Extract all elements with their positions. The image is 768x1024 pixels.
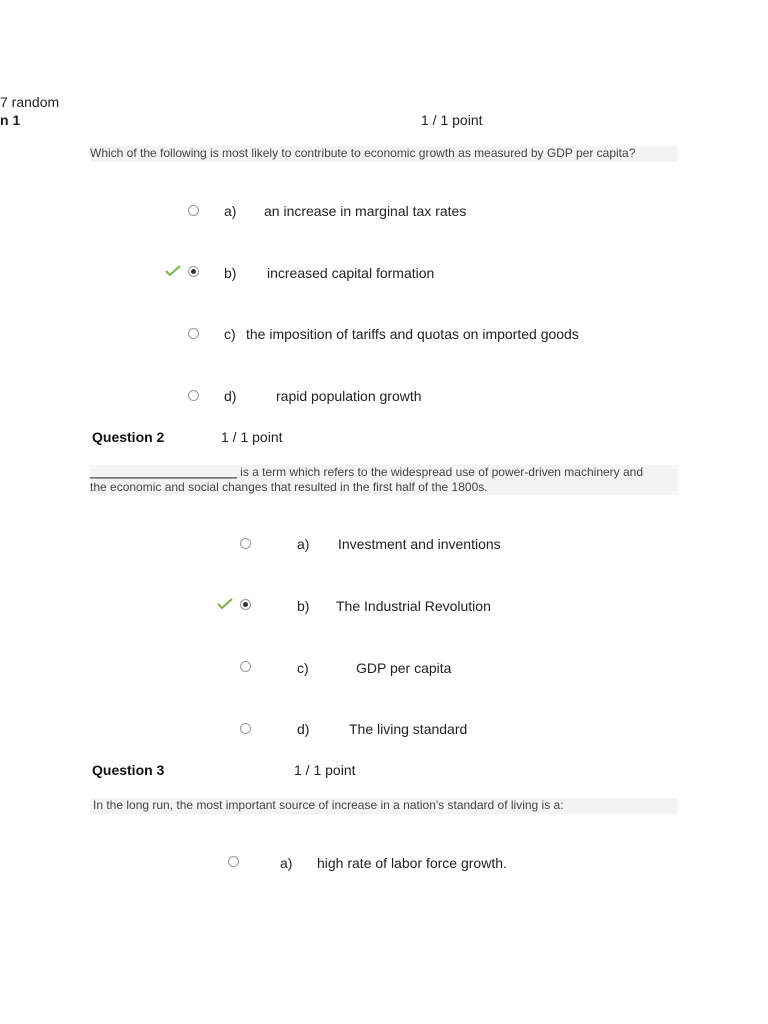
radio-button[interactable]	[240, 723, 251, 734]
fill-in-blank: ______________________	[90, 465, 237, 479]
option-letter: c)	[297, 660, 309, 676]
radio-button[interactable]	[240, 661, 251, 672]
quiz-random-label: 7 random	[0, 94, 60, 110]
radio-button[interactable]	[240, 538, 251, 549]
option-letter: d)	[297, 721, 310, 737]
option-letter: c)	[224, 326, 236, 342]
radio-button[interactable]	[228, 856, 239, 867]
option-text: an increase in marginal tax rates	[264, 203, 467, 219]
question-3-heading: Question 3	[92, 762, 165, 778]
correct-check-icon	[165, 265, 181, 277]
question-1-prompt	[90, 146, 678, 162]
correct-check-icon	[217, 598, 233, 610]
option-letter: b)	[224, 265, 237, 281]
option-letter: b)	[297, 598, 310, 614]
option-letter: a)	[280, 855, 293, 871]
question-1-prompt-text: Which of the following is most likely to contribute to economic growth as measured by GDP per capita?	[90, 146, 636, 160]
question-2-prompt-line-1: is a term which refers to the widespread use of power-driven machinery and	[236, 465, 644, 479]
question-1-heading: n 1	[0, 112, 21, 128]
option-text: Investment and inventions	[338, 536, 501, 552]
question-1-points: 1 / 1 point	[421, 112, 483, 128]
option-text: increased capital formation	[267, 265, 435, 281]
option-text: rapid population growth	[276, 388, 422, 404]
option-letter: a)	[297, 536, 310, 552]
option-text: The living standard	[349, 721, 468, 737]
question-2-points: 1 / 1 point	[221, 429, 283, 445]
option-text: The Industrial Revolution	[336, 598, 491, 614]
radio-button-selected[interactable]	[240, 599, 251, 610]
option-text: the imposition of tariffs and quotas on imported goods	[246, 326, 579, 342]
question-3-prompt	[90, 798, 678, 814]
radio-button[interactable]	[188, 390, 199, 401]
radio-button-selected[interactable]	[188, 266, 199, 277]
radio-button[interactable]	[188, 205, 199, 216]
question-2-heading: Question 2	[92, 429, 165, 445]
option-letter: a)	[224, 203, 237, 219]
question-3-prompt-text: In the long run, the most important source of increase in a nation's standard of living is a:	[93, 798, 564, 812]
question-2-prompt-line-2: the economic and social changes that resulted in the first half of the 1800s.	[90, 480, 488, 494]
question-2-prompt	[90, 465, 678, 495]
option-text: high rate of labor force growth.	[317, 855, 507, 871]
option-text: GDP per capita	[356, 660, 452, 676]
option-letter: d)	[224, 388, 237, 404]
question-3-points: 1 / 1 point	[294, 762, 356, 778]
radio-button[interactable]	[188, 328, 199, 339]
